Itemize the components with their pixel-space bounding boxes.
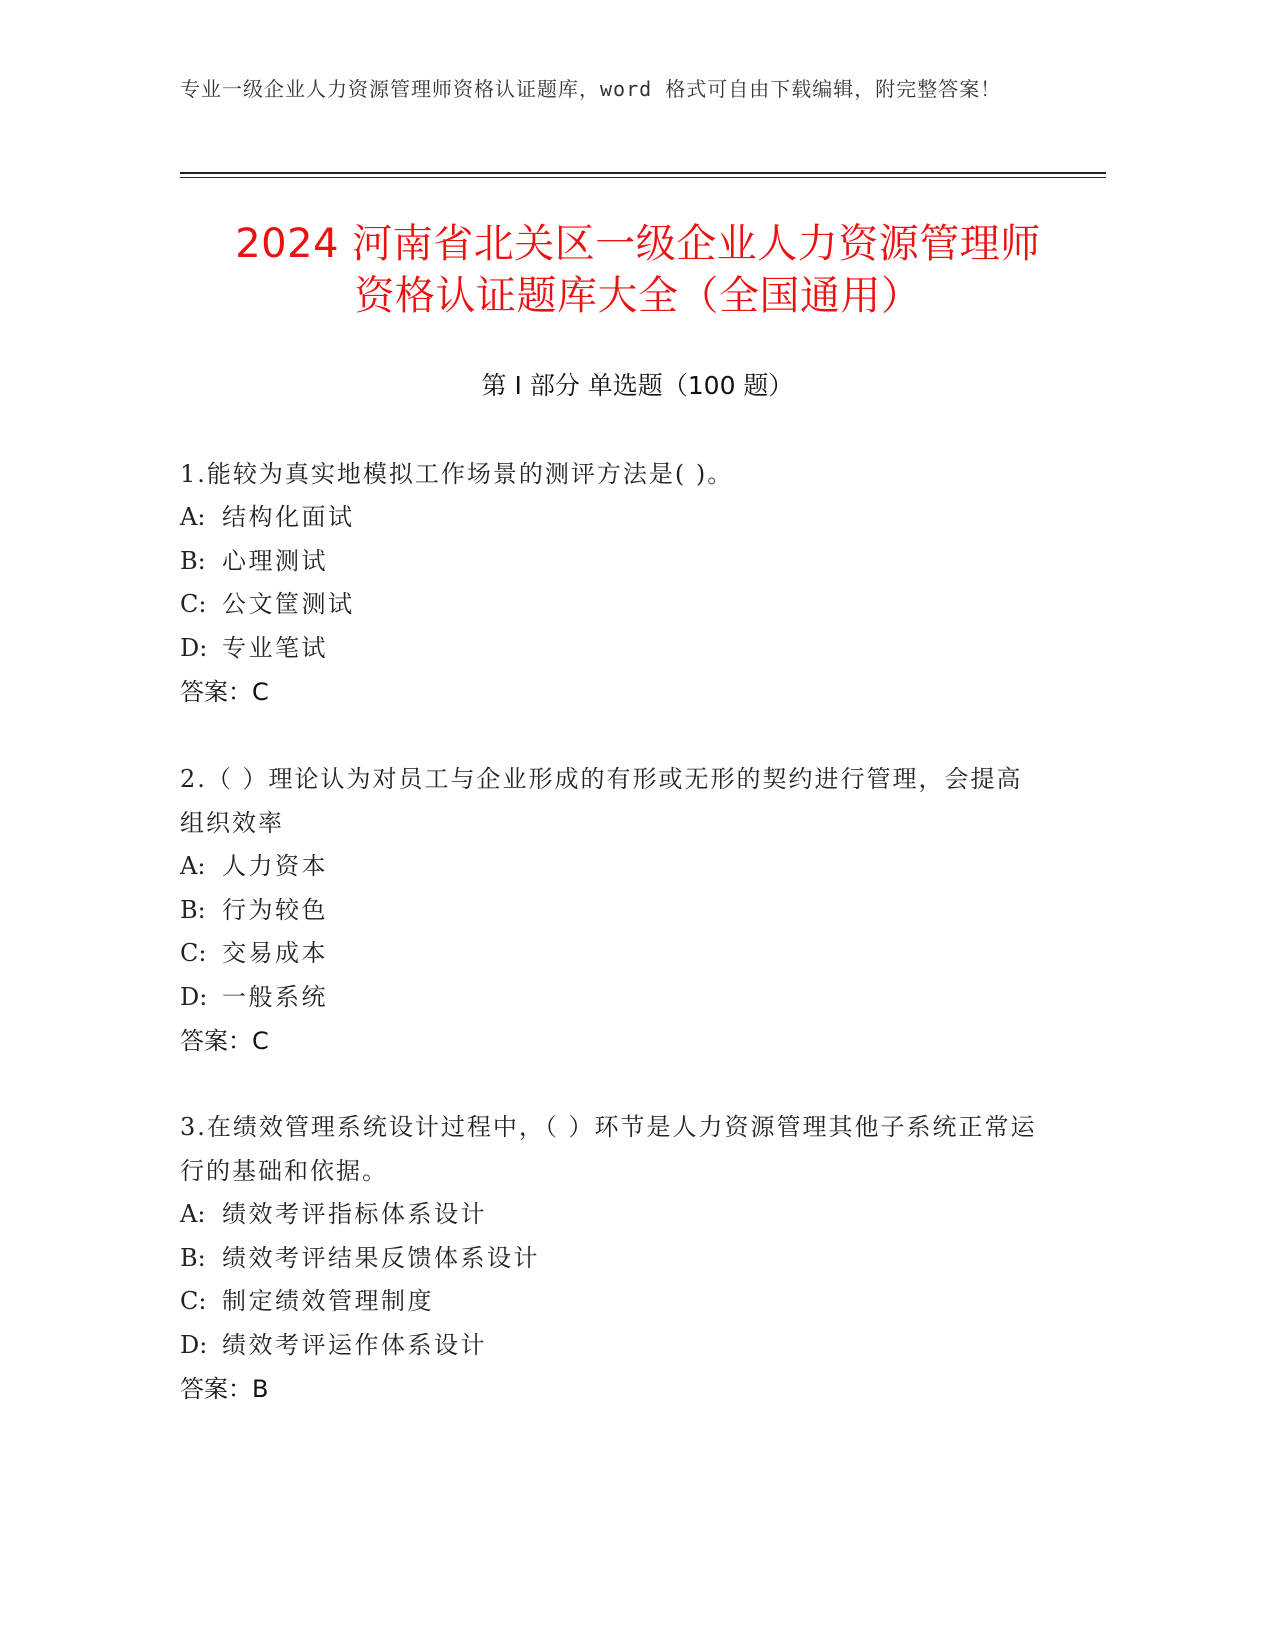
question-stem: 2.（ ）理论认为对员工与企业形成的有形或无形的契约进行管理，会提高组织效率 bbox=[180, 765, 1023, 837]
option-text: 结构化面试 bbox=[222, 503, 355, 531]
question-1 bbox=[180, 452, 1040, 714]
option-text: 心理测试 bbox=[222, 546, 328, 575]
answer: 答案：B bbox=[180, 1375, 269, 1403]
option-text: 行为较色 bbox=[222, 895, 328, 924]
option-label: C: bbox=[180, 1287, 207, 1315]
option-b bbox=[180, 889, 1040, 933]
option-label: B: bbox=[180, 546, 206, 575]
option-a bbox=[180, 1193, 1040, 1237]
document-title bbox=[150, 218, 1126, 322]
option-text: 制定绩效管理制度 bbox=[222, 1287, 434, 1315]
option-label: A: bbox=[180, 503, 206, 531]
option-text: 公文筐测试 bbox=[222, 590, 355, 618]
option-d bbox=[180, 627, 1040, 671]
option-text: 一般系统 bbox=[222, 982, 328, 1011]
answer: 答案：C bbox=[180, 678, 269, 706]
document-title-line2: 资格认证题库大全（全国通用） bbox=[354, 273, 922, 319]
question-2 bbox=[180, 757, 1040, 1063]
option-label: D: bbox=[180, 1330, 208, 1359]
option-text: 人力资本 bbox=[222, 852, 328, 880]
document-title-line1: 2024 河南省北关区一级企业人力资源管理师 bbox=[235, 221, 1041, 267]
question-stem: 3.在绩效管理系统设计过程中，（ ）环节是人力资源管理其他子系统正常运行的基础和依据。 bbox=[180, 1113, 1037, 1185]
option-c bbox=[180, 583, 1040, 627]
option-text: 交易成本 bbox=[222, 939, 328, 967]
option-label: B: bbox=[180, 895, 206, 924]
option-a bbox=[180, 496, 1040, 540]
option-text: 绩效考评运作体系设计 bbox=[222, 1330, 487, 1359]
option-text: 绩效考评结果反馈体系设计 bbox=[222, 1243, 540, 1272]
header-note: 专业一级企业人力资源管理师资格认证题库，word 格式可自由下载编辑，附完整答案！ bbox=[180, 77, 1002, 101]
question-3 bbox=[180, 1105, 1040, 1411]
option-label: A: bbox=[180, 1200, 206, 1228]
option-c bbox=[180, 932, 1040, 976]
option-label: C: bbox=[180, 590, 207, 618]
question-stem: 1.能较为真实地模拟工作场景的测评方法是( )。 bbox=[180, 460, 734, 488]
option-d bbox=[180, 1324, 1040, 1368]
option-label: C: bbox=[180, 939, 207, 967]
option-text: 绩效考评指标体系设计 bbox=[222, 1200, 487, 1228]
option-label: B: bbox=[180, 1243, 206, 1272]
header-divider-thin bbox=[180, 177, 1106, 178]
option-a bbox=[180, 845, 1040, 889]
option-d bbox=[180, 976, 1040, 1020]
answer: 答案：C bbox=[180, 1027, 269, 1055]
option-c bbox=[180, 1280, 1040, 1324]
option-label: A: bbox=[180, 852, 206, 880]
option-label: D: bbox=[180, 982, 208, 1011]
option-b bbox=[180, 540, 1040, 584]
header-divider-thick bbox=[180, 172, 1106, 174]
section-heading: 第 I 部分 单选题（100 题） bbox=[481, 371, 794, 400]
option-b bbox=[180, 1237, 1040, 1281]
option-text: 专业笔试 bbox=[222, 633, 328, 662]
option-label: D: bbox=[180, 633, 208, 662]
